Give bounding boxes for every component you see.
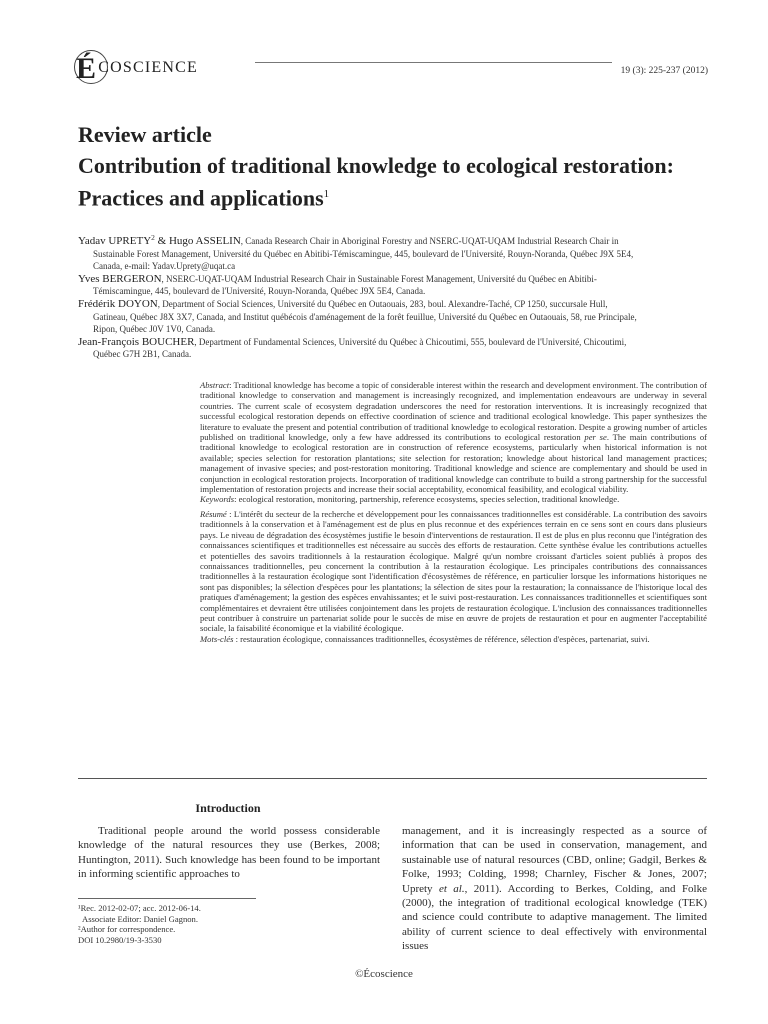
author-name: Yadav UPRETY [78, 235, 152, 247]
page-footer-copyright: ©Écoscience [355, 968, 413, 980]
mots-cles-label: Mots-clés [200, 633, 234, 644]
keywords: : ecological restoration, monitoring, partnership, reference ecosystems, species selection, traditional knowledge. [234, 494, 620, 505]
author-affiliation: , Canada Research Chair in Aboriginal Forestry and NSERC-UQAT-UQAM Industrial Research Chair in Sustainable Forest Management, Université du Québec en Abitibi-Témiscamingue, 445, boulevard de l'Université, Rouyn-Noranda, Québec J9X 5E4, Canada, e-mail: Yadav.Uprety@uqat.ca [93, 236, 634, 272]
abstract-english: Abstract: Traditional knowledge has become a topic of considerable interest within the research and development environment. The contribution of traditional knowledge to conservation and management is increasingly recognized, and implementation endeavours are underway in several countries. The current scale of ecosystem degradation underscores the need for restoration interventions. It is increasingly recognized that successful ecological restoration depends on effective coordination of science and traditional ecological knowledge. This paper synthesizes the literature to evaluate the present and potential contribution of traditional knowledge to ecological restoration. Despite a growing number of articles published on traditional knowledge, only a few have addressed its contributions to ecological restoration per se. The main contributions of traditional knowledge to ecological restoration are in construction of reference ecosystems, particularly when historical information is not available; species selection for restoration plantations; site selection for restoration; knowledge about historical land management practices; management of invasive species; and post-restoration monitoring. Traditional knowledge and science are complementary and should be used in conjunction in ecological restoration projects. Incorporation of traditional knowledge can contribute to build a strong partnership for the successful implementation of restoration projects and increase their social acceptability, economical feasibility, and ecological viability. Keywords: ecological restoration, monitoring, partnership, reference ecosystems, species selection, traditional knowledge. [200, 380, 707, 505]
author-name: Hugo ASSELIN [168, 235, 241, 247]
footnote-rule [78, 898, 256, 899]
body-column-right: management, and it is increasingly respected as a source of information that can be used in conservation, management, and sustainable use of natural resources (CBD, online; Gadgil, Berkes & Folke, 1993; Colding, 1998; Charnley, Fischer & Jones, 2007; Uprety et al., 2011). According to Berkes, Colding, and Folke (2000), the integration of traditional ecological knowledge (TEK) and science could contribute to adaptive management. The limited ability of current science to deal effectively with environmental issues [402, 825, 707, 953]
mots-cles: : restauration écologique, connaissances traditionnelles, écosystèmes de référence, sélection d'espèces, partenariat, suivi. [233, 633, 650, 644]
author-name: Frédérik DOYON [78, 297, 158, 310]
abstract-french: Résumé : L'intérêt du secteur de la recherche et développement pour les connaissances traditionnelles est considérable. La contribution des savoirs traditionnels à la conservation et à l'aménagement est de plus en plus reconnue et des expériences terrain en ce sens sont en cours dans plusieurs pays. Le niveau de dégradation des écosystèmes justifie le besoin d'interventions de restauration. Il est de plus en plus reconnu que l'intégration des connaissances scientifiques et traditionnelles est nécessaire au succès des efforts de restauration. Cette synthèse évalue les contributions actuelles et potentielles des savoirs traditionnels à la restauration écologique. Malgré qu'un nombre croissant d'articles soient publiés à propos des connaissances traditionnelles, peu concernent la contribution à la restauration écologique. Les principales contributions des connaissances traditionnelles à la restauration écologique sont l'identification d'écosystèmes de référence, en particulier lorsque les informations historiques ne sont pas disponibles; la sélection d'espèces pour les plantations; la sélection de sites pour la restauration; la connaissance de l'historique local des pratiques d'aménagement; la gestion des espèces envahissantes; et le suivi post-restauration. Les connaissances traditionnelles et scientifiques sont complémentaires et devraient être utilisées conjointement dans les projets de restauration écologique. L'inclusion des connaissances traditionnelles peut contribuer à construire un partenariat solide pour le succès de mise en œuvre de projets de restauration et pour en augmenter l'acceptabilité sociale, la faisabilité économique et la viabilité écologique. Mots-clés : restauration écologique, connaissances traditionnelles, écosystèmes de référence, sélection d'espèces, partenariat, suivi. [200, 508, 707, 644]
section-divider [78, 778, 707, 779]
author-note-marker: 2 [151, 233, 155, 242]
section-heading-introduction: Introduction [195, 801, 261, 815]
article-title: Contribution of traditional knowledge to ecological restoration: Practices and applications$^1$ [78, 153, 674, 211]
author-affiliation: , Department of Social Sciences, Université du Québec en Outaouais, 283, boul. Alexandre-Taché, CP 1250, succursale Hull, Gatineau, Québec J8X 3X7, Canada, and Institut québécois d'aménagement de la forêt feuillue, Université du Québec en Outaouais, 58, rue Principale, Ripon, Québec J0V 1V0, Canada. [93, 298, 637, 335]
footnotes [78, 903, 378, 945]
journal-name: COSCIENCE [98, 59, 198, 76]
author-name: Jean-François BOUCHER [78, 335, 195, 348]
abstract-block [200, 380, 707, 648]
journal-logo [76, 50, 256, 84]
footnote: ¹Rec. 2012-02-07; acc. 2012-06-14. [78, 903, 201, 913]
author-affiliations [78, 232, 638, 361]
footnote: Associate Editor: Daniel Gagnon. [82, 913, 198, 924]
author-name: Yves BERGERON [78, 272, 162, 285]
title-footnote-marker: 1 [323, 188, 330, 200]
author-entry: Yadav UPRETY$^2$ & Hugo ASSELIN, Canada Research Chair in Aboriginal Forestry and NSERC-UQAT-UQAM Industrial Research Chair in Sustainable Forest Management, Université du Québec en Abitibi-Témiscamingue, 445, boulevard de l'Université, Rouyn-Noranda, Québec J9X 5E4, Canada, e-mail: Yadav.Uprety@uqat.ca [78, 233, 634, 272]
doi: DOI 10.2980/19-3-3530 [78, 934, 162, 945]
abstract-label: Abstract [200, 380, 230, 390]
body-column-left: Traditional people around the world possess considerable knowledge of the natural resources they use (Berkes, 2008; Huntington, 2011). Such knowledge has been found to be important in informing scientific approaches to [78, 825, 380, 881]
author-affiliation: , Department of Fundamental Sciences, Université du Québec à Chicoutimi, 555, boulevard de l'Université, Chicoutimi, Québec G7H 2B1, Canada. [93, 336, 627, 360]
header-rule [255, 62, 612, 63]
author-entry [78, 336, 638, 361]
author-entry [78, 273, 638, 298]
footnote: ²Author for correspondence. [78, 924, 176, 935]
author-entry [78, 298, 638, 336]
article-type: Review article [78, 122, 212, 147]
author-affiliation: , NSERC-UQAT-UQAM Industrial Research Chair in Sustainable Forest Management, Université du Québec en Abitibi-Témiscamingue, 445, boulevard de l'Université, Rouyn-Noranda, Québec J9X 5E4, Canada. [93, 273, 597, 297]
keywords-label: Keywords [200, 494, 235, 505]
journal-reference: 19 (3): 225-237 (2012) [620, 66, 708, 76]
logo-initial: É [76, 52, 98, 85]
resume-label: Résumé [200, 508, 227, 519]
